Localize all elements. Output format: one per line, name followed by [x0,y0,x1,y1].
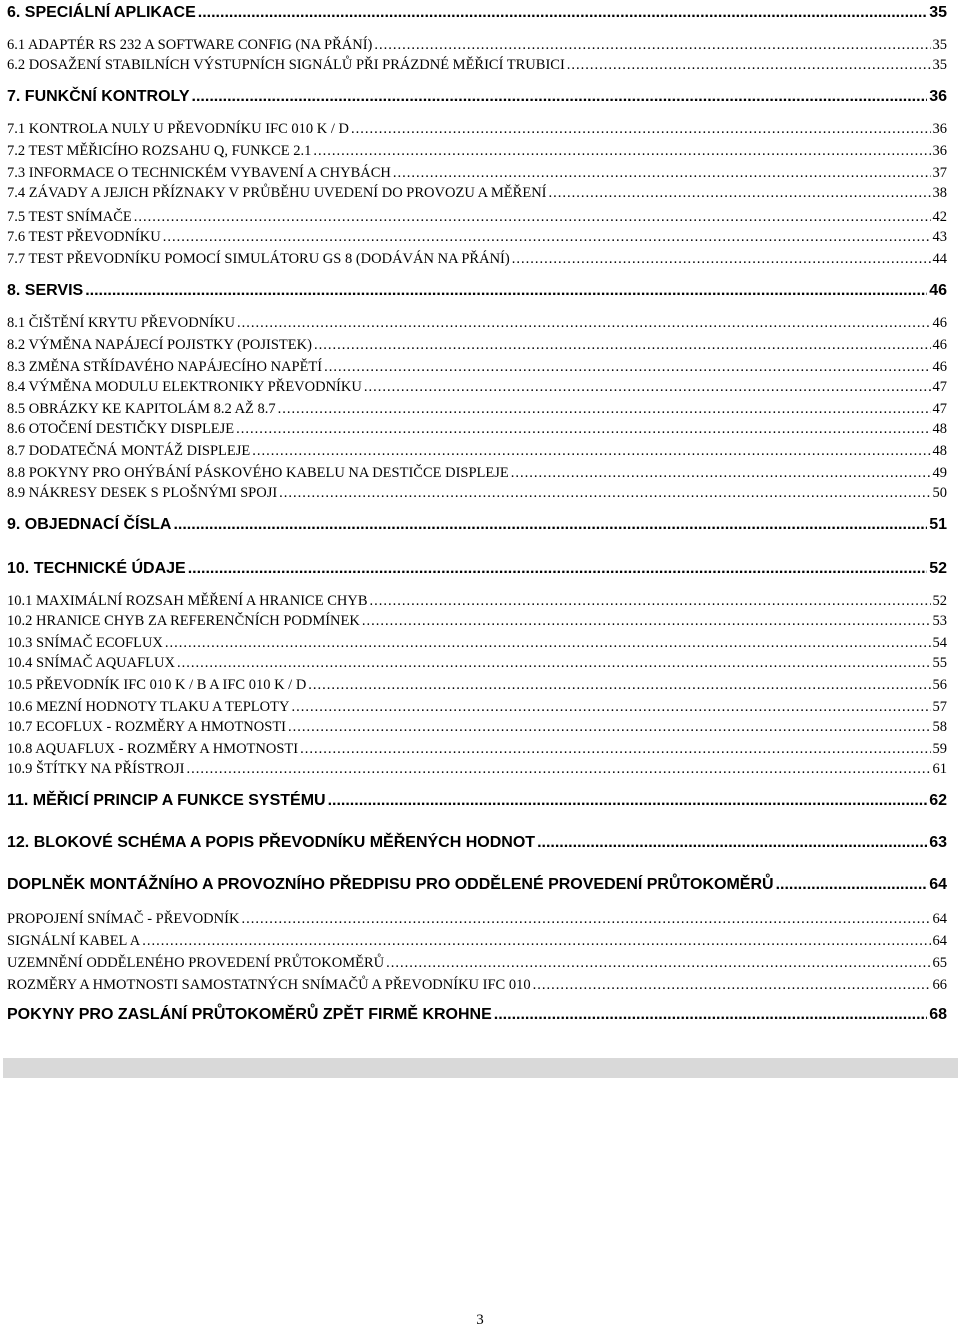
toc-dot-leader [314,334,931,356]
toc-dot-leader [278,398,931,420]
toc-chapter-entry[interactable] [7,790,947,812]
toc-entry-title: 7.7 TEST PŘEVODNÍKU POMOCÍ SIMULÁTORU GS 8 (DODÁVÁN NA PŘÁNÍ) [7,251,510,267]
toc-page-number: 64 [929,876,947,893]
toc-entry-title: 9. OBJEDNACÍ ČÍSLA [7,516,172,533]
toc-section-entry[interactable] [7,398,947,420]
toc-dot-leader [165,632,931,654]
toc-section-entry[interactable] [7,674,947,696]
toc-chapter-entry[interactable] [7,832,947,854]
toc-entry-title: 10.6 MEZNÍ HODNOTY TLAKU A TEPLOTY [7,699,290,715]
toc-entry-title: 10. TECHNICKÉ ÚDAJE [7,560,186,577]
toc-entry-title: 10.8 AQUAFLUX - ROZMĚRY A HMOTNOSTI [7,741,299,757]
toc-page-number: 36 [929,88,947,105]
page-number: 3 [476,1312,484,1328]
toc-entry-title: 12. BLOKOVÉ SCHÉMA A POPIS PŘEVODNÍKU MĚŘENÝCH HODNOT [7,834,536,851]
toc-section-entry[interactable] [7,140,947,162]
toc-section-entry[interactable] [7,974,947,996]
toc-entry-title: SIGNÁLNÍ KABEL A [7,933,141,949]
toc-dot-leader [512,248,931,270]
toc-entry-title: 7.4 ZÁVADY A JEJICH PŘÍZNAKY V PRŮBĚHU UVEDENÍ DO PROVOZU A MĚŘENÍ [7,185,547,201]
toc-dot-leader [177,652,931,674]
toc-entry-title: 7.1 KONTROLA NULY U PŘEVODNÍKU IFC 010 K / D [7,121,349,137]
toc-page-number: 46 [932,337,947,353]
toc-page-number: 47 [932,401,947,417]
toc-dot-leader [364,376,931,398]
toc-page-number: 46 [932,359,947,375]
toc-section-entry[interactable] [7,356,947,378]
toc-dot-leader [533,974,931,996]
toc-entry-title: PROPOJENÍ SNÍMAČ - PŘEVODNÍK [7,911,240,927]
toc-page-number: 66 [932,977,947,993]
toc-entry-title: 10.1 MAXIMÁLNÍ ROZSAH MĚŘENÍ A HRANICE CHYB [7,593,368,609]
toc-dot-leader [188,558,928,580]
toc-page-number: 59 [932,741,947,757]
toc-section-entry[interactable] [7,738,947,760]
toc-dot-leader [362,610,931,632]
toc-page-number: 68 [929,1006,947,1023]
toc-entry-title: 10.7 ECOFLUX - ROZMĚRY A HMOTNOSTI [7,719,287,735]
toc-page-number: 62 [929,792,947,809]
toc-page-number: 58 [932,719,947,735]
toc-entry-title: 6.2 DOSAŽENÍ STABILNÍCH VÝSTUPNÍCH SIGNÁLŮ PŘI PRÁZDNÉ MĚŘICÍ TRUBICI [7,57,565,73]
toc-page-number: 51 [929,516,947,533]
toc-dot-leader [328,790,928,812]
toc-entry-title: POKYNY PRO ZASLÁNÍ PRŮTOKOMĚRŮ ZPĚT FIRMĚ KROHNE [7,1006,492,1023]
toc-dot-leader [187,758,931,780]
toc-entry-title: ROZMĚRY A HMOTNOSTI SAMOSTATNÝCH SNÍMAČŮ A PŘEVODNÍKU IFC 010 [7,977,531,993]
toc-page-number: 46 [932,315,947,331]
toc-chapter-entry[interactable] [7,558,947,580]
toc-section-entry[interactable] [7,162,947,184]
toc-page-number: 61 [932,761,947,777]
toc-section-entry[interactable] [7,182,947,204]
toc-dot-leader [313,140,930,162]
toc-page-number: 52 [932,593,947,609]
toc-page-number: 35 [932,57,947,73]
toc-entry-title: 11. MĚŘICÍ PRINCIP A FUNKCE SYSTÉMU [7,792,326,809]
toc-dot-leader [163,226,931,248]
toc-page-number: 36 [932,143,947,159]
toc-page-number: 50 [932,485,947,501]
toc-section-entry[interactable] [7,462,947,484]
toc-chapter-entry[interactable] [7,1004,947,1026]
toc-page-number: 35 [932,37,947,53]
toc-entry-title: DOPLNĚK MONTÁŽNÍHO A PROVOZNÍHO PŘEDPISU PRO ODDĚLENÉ PROVEDENÍ PRŮTOKOMĚRŮ [7,876,774,893]
toc-section-entry[interactable] [7,652,947,674]
toc-dot-leader [549,182,931,204]
toc-page-number: 46 [929,282,947,299]
toc-page-number: 65 [932,955,947,971]
toc-section-entry[interactable] [7,34,947,56]
toc-dot-leader [776,874,928,896]
toc-dot-leader [173,514,927,536]
toc-dot-leader [308,674,930,696]
toc-section-entry[interactable] [7,334,947,356]
toc-page-number: 49 [932,465,947,481]
toc-chapter-entry[interactable] [7,86,947,108]
toc-page-number: 54 [932,635,947,651]
toc-page-number: 37 [932,165,947,181]
toc-page-number: 63 [929,834,947,851]
toc-entry-title: 7.3 INFORMACE O TECHNICKÉM VYBAVENÍ A CHYBÁCH [7,165,391,181]
toc-entry-title: 6. SPECIÁLNÍ APLIKACE [7,4,196,21]
toc-dot-leader [300,738,930,760]
toc-dot-leader [494,1004,927,1026]
toc-chapter-entry[interactable] [7,874,947,896]
toc-page-number: 42 [932,209,947,225]
toc-entry-title: 7. FUNKČNÍ KONTROLY [7,88,190,105]
toc-entry-title: 8. SERVIS [7,282,84,299]
toc-dot-leader [237,312,931,334]
toc-section-entry[interactable] [7,206,947,228]
gray-separator-bar [3,1058,958,1078]
toc-section-entry[interactable] [7,482,947,504]
toc-page-number: 55 [932,655,947,671]
toc-section-entry[interactable] [7,248,947,270]
toc-dot-leader [291,696,930,718]
toc-dot-leader [324,356,930,378]
toc-dot-leader [288,716,930,738]
toc-entry-title: 10.5 PŘEVODNÍK IFC 010 K / B A IFC 010 K / D [7,677,307,693]
toc-page-number: 56 [932,677,947,693]
toc-entry-title: 7.2 TEST MĚŘICÍHO ROZSAHU Q, FUNKCE 2.1 [7,143,312,159]
toc-entry-title: 10.9 ŠTÍTKY NA PŘÍSTROJI [7,761,185,777]
toc-entry-title: 8.7 DODATEČNÁ MONTÁŽ DISPLEJE [7,443,251,459]
toc-dot-leader [537,832,927,854]
toc-entry-title: 8.5 OBRÁZKY KE KAPITOLÁM 8.2 AŽ 8.7 [7,401,276,417]
toc-entry-title: 8.2 VÝMĚNA NAPÁJECÍ POJISTKY (POJISTEK) [7,337,312,353]
toc-section-entry[interactable] [7,758,947,780]
toc-entry-title: 6.1 ADAPTÉR RS 232 A SOFTWARE CONFIG (NA PŘÁNÍ) [7,37,373,53]
toc-section-entry[interactable] [7,908,947,930]
toc-dot-leader [198,2,927,24]
toc-dot-leader [236,418,930,440]
toc-entry-title: UZEMNĚNÍ ODDĚLENÉHO PROVEDENÍ PRŮTOKOMĚRŮ [7,955,385,971]
toc-section-entry[interactable] [7,952,947,974]
toc-page-number: 36 [932,121,947,137]
toc-page-number: 48 [932,443,947,459]
toc-entry-title: 8.8 POKYNY PRO OHÝBÁNÍ PÁSKOVÉHO KABELU NA DESTIČCE DISPLEJE [7,465,509,481]
toc-section-entry[interactable] [7,610,947,632]
toc-page-number: 64 [932,933,947,949]
toc-chapter-entry[interactable] [7,514,947,536]
toc-entry-title: 10.2 HRANICE CHYB ZA REFERENČNÍCH PODMÍNEK [7,613,360,629]
toc-section-entry[interactable] [7,54,947,76]
toc-page-number: 52 [929,560,947,577]
toc-entry-title: 10.4 SNÍMAČ AQUAFLUX [7,655,175,671]
toc-section-entry[interactable] [7,226,947,248]
toc-page-number: 44 [932,251,947,267]
toc-dot-leader [567,54,931,76]
toc-page-number: 47 [932,379,947,395]
toc-chapter-entry[interactable] [7,2,947,24]
toc-dot-leader [351,118,931,140]
toc-dot-leader [241,908,930,930]
toc-dot-leader [511,462,931,484]
toc-dot-leader [374,34,930,56]
toc-page-number: 48 [932,421,947,437]
toc-section-entry[interactable] [7,590,947,612]
toc-dot-leader [393,162,931,184]
toc-dot-leader [192,86,928,108]
toc-dot-leader [142,930,930,952]
toc-page-number: 53 [932,613,947,629]
toc-entry-title: 8.3 ZMĚNA STŘÍDAVÉHO NAPÁJECÍHO NAPĚTÍ [7,359,323,375]
toc-section-entry[interactable] [7,930,947,952]
toc-entry-title: 8.1 ČIŠTĚNÍ KRYTU PŘEVODNÍKU [7,315,235,331]
toc-page-number: 43 [932,229,947,245]
toc-page-number: 38 [932,185,947,201]
toc-page-number: 35 [929,4,947,21]
toc-section-entry[interactable] [7,696,947,718]
toc-entry-title: 8.4 VÝMĚNA MODULU ELEKTRONIKY PŘEVODNÍKU [7,379,362,395]
toc-section-entry[interactable] [7,440,947,462]
toc-section-entry[interactable] [7,312,947,334]
toc-dot-leader [370,590,931,612]
toc-section-entry[interactable] [7,376,947,398]
toc-section-entry[interactable] [7,632,947,654]
toc-section-entry[interactable] [7,716,947,738]
toc-dot-leader [134,206,931,228]
toc-entry-title: 7.6 TEST PŘEVODNÍKU [7,229,161,245]
toc-entry-title: 7.5 TEST SNÍMAČE [7,209,132,225]
toc-entry-title: 8.9 NÁKRESY DESEK S PLOŠNÝMI SPOJI [7,485,278,501]
toc-chapter-entry[interactable] [7,280,947,302]
toc-entry-title: 10.3 SNÍMAČ ECOFLUX [7,635,163,651]
toc-section-entry[interactable] [7,118,947,140]
toc-entry-title: 8.6 OTOČENÍ DESTIČKY DISPLEJE [7,421,235,437]
toc-dot-leader [85,280,927,302]
toc-page-number: 64 [932,911,947,927]
toc-dot-leader [386,952,930,974]
toc-page-number: 57 [932,699,947,715]
toc-dot-leader [279,482,930,504]
toc-section-entry[interactable] [7,418,947,440]
toc-dot-leader [252,440,930,462]
